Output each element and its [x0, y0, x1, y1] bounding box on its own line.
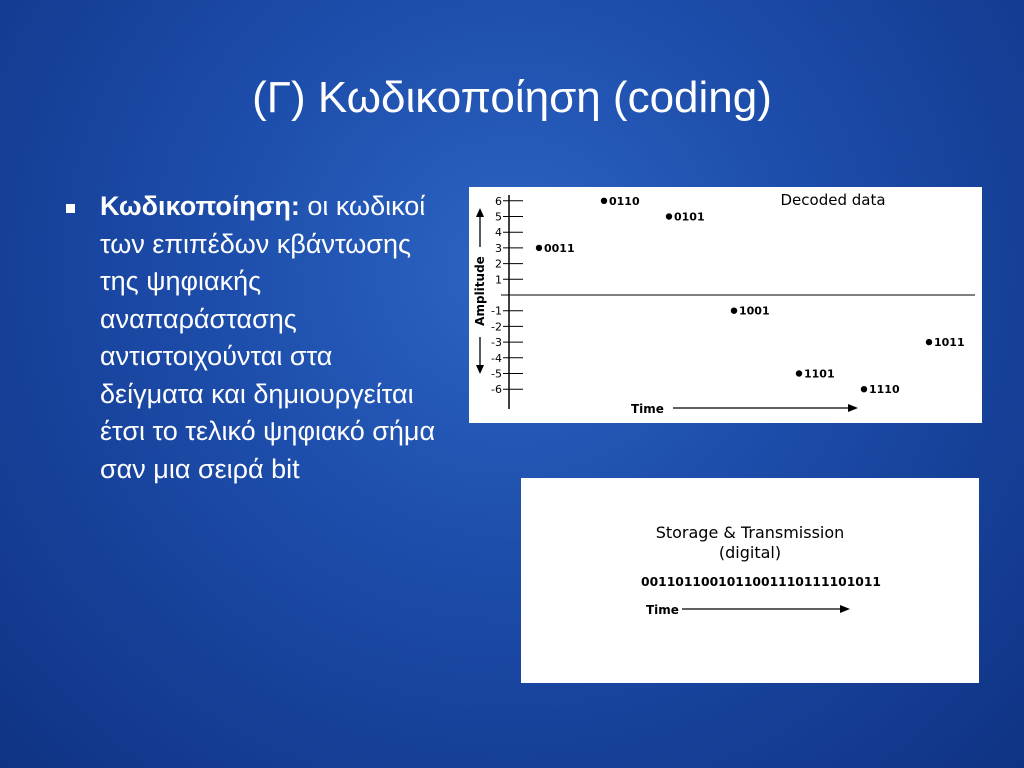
bitstream: 0011011001011001110111101011 — [641, 575, 881, 589]
storage-subtitle: (digital) — [718, 543, 782, 562]
y-tick-label: 4 — [495, 226, 502, 240]
decoded-data-svg — [469, 187, 982, 423]
data-point — [666, 213, 672, 219]
decoded-data-chart — [469, 187, 982, 423]
data-label: 0101 — [674, 210, 705, 224]
y-tick-label: -5 — [491, 367, 502, 381]
y-tick-label: 1 — [495, 273, 502, 287]
data-point — [601, 198, 607, 204]
bullet-term: Κωδικοποίηση: — [100, 191, 300, 221]
amplitude-up-arrowhead — [476, 208, 484, 217]
y-tick-label: -2 — [491, 320, 502, 334]
y-tick-label: 5 — [495, 210, 502, 224]
time-arrowhead — [848, 404, 858, 412]
storage-time-label: Time — [646, 603, 679, 617]
bullet-text — [100, 188, 440, 488]
y-tick-label: 3 — [495, 241, 502, 255]
y-tick-label: -6 — [491, 383, 502, 397]
data-point — [536, 245, 542, 251]
chart-title: Decoded data — [780, 191, 886, 209]
data-label: 0110 — [609, 194, 640, 208]
bullet-description: οι κωδικοί των επιπέδων κβάντωσης της ψηφιακής αναπαράστασης αντιστοιχούνται στα δείγματα και δημιουργείται έτσι το τελικό ψηφιακό σήμα σαν μια σειρά bit — [100, 191, 436, 484]
data-point — [796, 370, 802, 376]
amplitude-down-arrowhead — [476, 365, 484, 374]
x-axis-label: Time — [631, 402, 664, 416]
data-label: 1011 — [934, 336, 965, 350]
data-point — [926, 339, 932, 345]
storage-title: Storage & Transmission — [655, 523, 845, 542]
data-label: 1001 — [739, 304, 770, 318]
y-tick-label: 6 — [495, 194, 502, 208]
data-label: 1110 — [869, 383, 900, 397]
y-tick-label: -1 — [491, 304, 502, 318]
storage-transmission-panel — [521, 478, 979, 683]
data-point — [861, 386, 867, 392]
slide-title: (Γ) Κωδικοποίηση (coding) — [252, 73, 772, 122]
data-label: 1101 — [804, 367, 835, 381]
y-tick-label: -3 — [491, 336, 502, 350]
data-label: 0011 — [544, 241, 575, 255]
storage-time-arrowhead — [840, 605, 850, 613]
y-tick-label: -4 — [491, 351, 502, 365]
y-axis-label: Amplitude — [473, 256, 487, 326]
square-bullet-icon — [66, 204, 75, 213]
bullet-item — [60, 188, 440, 488]
y-tick-label: 2 — [495, 257, 502, 271]
storage-transmission-svg — [521, 478, 979, 683]
data-point — [731, 308, 737, 314]
